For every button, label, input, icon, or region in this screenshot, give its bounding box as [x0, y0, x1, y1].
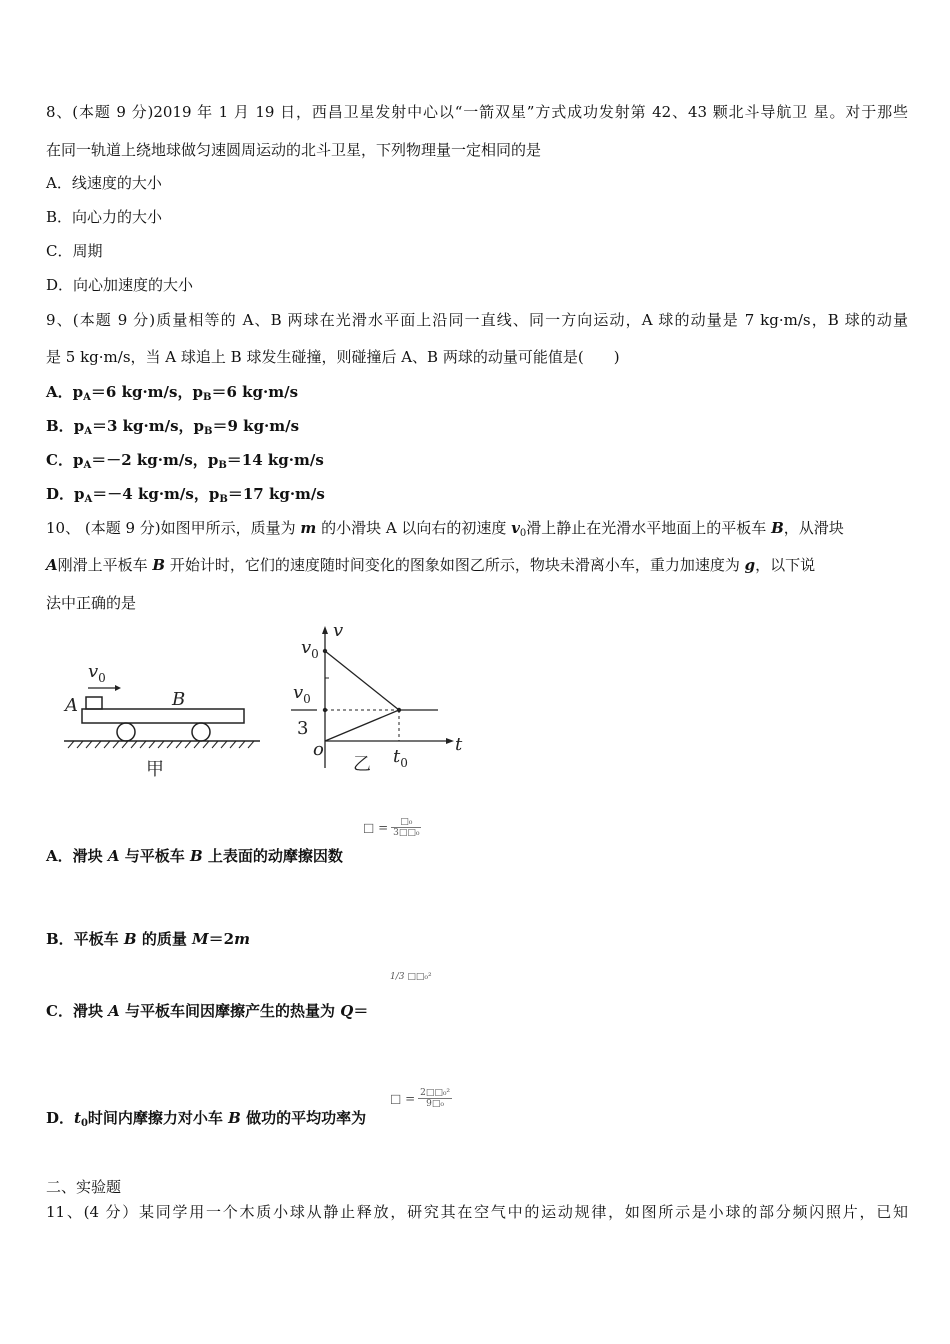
yi-v-axis-label: v	[333, 620, 344, 641]
q10-option-d: D．$t_0$时间内摩擦力对小车 B 做功的平均功率为	[46, 1109, 367, 1129]
yi-frac-num: $v_0$	[293, 682, 311, 706]
jia-block-a	[86, 697, 102, 709]
formula-d: □ = $\frac{\text{2□□₀²}}{\text{9□₀}}$	[390, 1088, 451, 1109]
yi-point-meet	[397, 708, 401, 712]
yi-line-b	[325, 710, 399, 741]
figure-jia	[60, 655, 265, 780]
q10-option-a: A．滑块 A 与平板车 B 上表面的动摩擦因数	[46, 847, 343, 865]
yi-point-v0	[323, 649, 327, 653]
q8-option-d: D．向心加速度的大小	[46, 276, 194, 294]
jia-wheel-right	[192, 723, 210, 741]
q9-option-c: C．$p_A=-2$ kg·m/s，$p_B=14$ kg·m/s	[46, 451, 324, 471]
jia-label-a: A	[65, 695, 78, 716]
jia-caption: 甲	[146, 759, 164, 780]
q8-option-c: C．周期	[46, 242, 103, 260]
q10-stem-line1: 10、 (本题 9 分)如图甲所示，质量为 m 的小滑块 A 以向右的初速度 $v_0$滑上静止在光滑水平地面上的平板车 B，从滑块	[46, 519, 844, 539]
yi-v-axis-arrow	[322, 626, 328, 634]
q10-option-c: C．滑块 A 与平板车间因摩擦产生的热量为 Q＝	[46, 1002, 369, 1020]
q9-stem-line2: 是 5 kg·m/s，当 A 球追上 B 球发生碰撞，则碰撞后 A、B 两球的动量可能值是( )	[46, 348, 620, 366]
jia-ground-hatching	[68, 741, 254, 748]
jia-label-b: B	[172, 689, 186, 710]
yi-point-v0-3	[323, 708, 327, 712]
jia-wheel-left	[117, 723, 135, 741]
yi-v0-label: $v_0$	[301, 637, 319, 661]
q10-stem-line3: 法中正确的是	[46, 594, 137, 612]
figure-yi	[285, 618, 475, 778]
yi-t-axis-arrow	[446, 738, 454, 744]
q8-option-b: B．向心力的大小	[46, 208, 163, 226]
jia-v0-label: $v_0$	[88, 661, 106, 685]
yi-frac-den: 3	[297, 718, 309, 739]
q11-stem-line1: 11、(4 分）某同学用一个木质小球从静止释放，研究其在空气中的运动规律，如图所示是小球的部分频闪照片，已知	[46, 1203, 908, 1221]
q8-stem-line2: 在同一轨道上绕地球做匀速圆周运动的北斗卫星，下列物理量一定相同的是	[46, 141, 542, 159]
q10-stem-line2: A刚滑上平板车 B 开始计时，它们的速度随时间变化的图象如图乙所示，物块未滑离小车，重力加速度为 g，以下说	[46, 556, 816, 574]
jia-board-b	[82, 709, 244, 723]
formula-a: □ = □₀ 3□□₀	[363, 817, 420, 838]
jia-arrow-head	[115, 685, 121, 691]
yi-caption: 乙	[353, 754, 371, 775]
q9-option-b: B．$p_A=3$ kg·m/s，$p_B=9$ kg·m/s	[46, 417, 300, 437]
q8-stem-line1: 8、(本题 9 分)2019 年 1 月 19 日，西昌卫星发射中心以“一箭双星”方式成功发射第 42、43 颗北斗导航卫 星。对于那些	[46, 103, 908, 121]
yi-line-a	[325, 651, 399, 710]
q9-option-d: D．$p_A=-4$ kg·m/s，$p_B=17$ kg·m/s	[46, 485, 325, 505]
yi-t0-label: $t_0$	[393, 746, 408, 770]
yi-t-axis-label: t	[455, 734, 463, 755]
section-heading: 二、实验题	[46, 1178, 122, 1196]
q10-option-b: B．平板车 B 的质量 M＝2m	[46, 930, 250, 948]
q9-stem-line1: 9、(本题 9 分)质量相等的 A、B 两球在光滑水平面上沿同一直线、同一方向运动，A 球的动量是 7 kg·m/s，B 球的动量	[46, 311, 908, 329]
formula-c: 1/3 □□₀²	[390, 972, 432, 982]
q8-option-a: A．线速度的大小	[46, 174, 162, 192]
yi-origin-label: o	[313, 739, 324, 760]
q9-option-a: A．$p_A=6$ kg·m/s，$p_B=6$ kg·m/s	[46, 383, 299, 403]
